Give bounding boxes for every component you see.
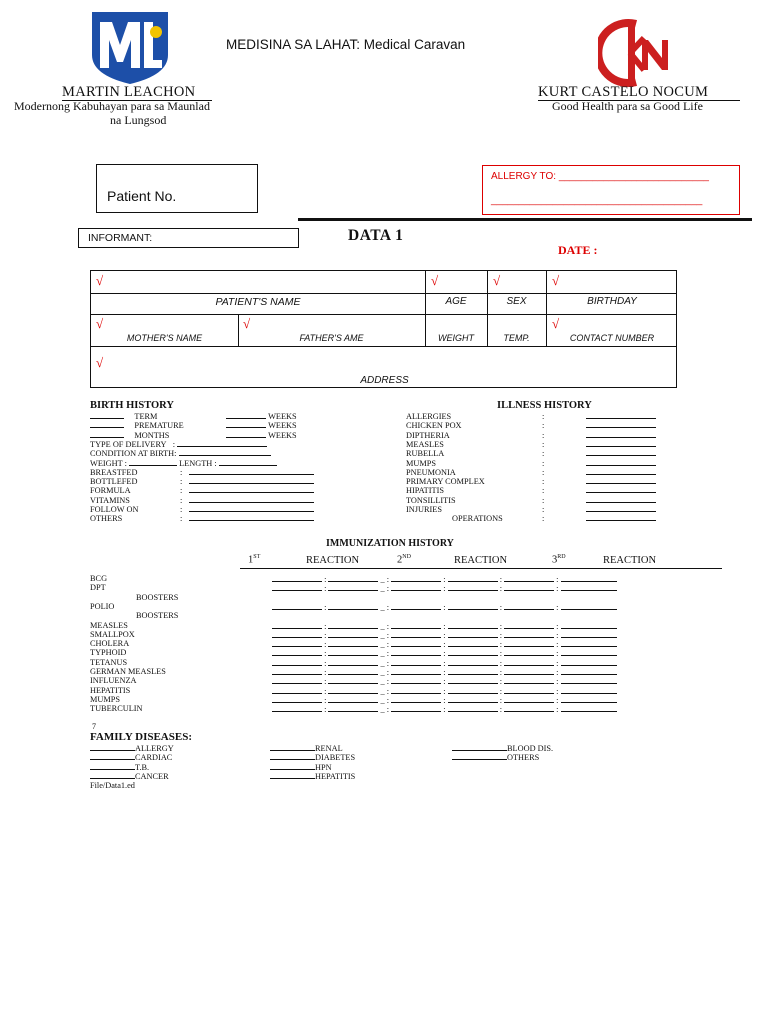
allergy-label: ALLERGY TO: ___________________________ <box>491 171 709 182</box>
breastfed-label: BREASTFED <box>90 467 138 477</box>
second-dose-sup: ND <box>402 554 411 560</box>
blank-line[interactable] <box>586 504 656 512</box>
blank-line[interactable] <box>90 771 135 779</box>
blank-line[interactable] <box>328 630 378 638</box>
check-contact: √ <box>552 316 560 331</box>
stray-mark: 7 <box>92 722 96 731</box>
patients-name-label: PATIENT'S NAME <box>215 296 301 308</box>
blank-line[interactable] <box>272 602 322 610</box>
separator: _ : <box>378 695 392 705</box>
vaccine-label: TYPHOID <box>90 648 127 658</box>
vaccine-label: GERMAN MEASLES <box>90 667 166 676</box>
blank-line[interactable] <box>391 574 441 582</box>
blank-line[interactable] <box>391 648 441 656</box>
check-birthday: √ <box>552 273 560 288</box>
fathers-name-label: FATHER'S AME <box>299 333 364 343</box>
term-label: TERM <box>134 412 158 421</box>
family-disease-label: CARDIAC <box>135 753 173 763</box>
illness-label: INJURIES <box>406 505 442 514</box>
blank-line[interactable] <box>391 695 441 703</box>
blank-line[interactable] <box>328 704 378 712</box>
separator: : <box>322 621 329 631</box>
blank-line[interactable] <box>561 658 617 666</box>
illness-history-list <box>406 411 666 531</box>
separator: : <box>322 686 329 696</box>
condition-at-birth-label: CONDITION AT BIRTH: <box>90 449 177 459</box>
blank-line[interactable] <box>328 621 378 629</box>
right-tagline: Good Health para sa Good Life <box>552 99 703 113</box>
separator: _ : <box>378 658 392 668</box>
separator: : <box>554 575 561 584</box>
formula-label: FORMULA <box>90 486 131 496</box>
blank-line[interactable] <box>272 667 322 675</box>
family-disease-label: CANCER <box>135 771 169 781</box>
birth-history-section: TERM PREMATURE MONTHS WEEKS WEEKS WEEKS TYPE OF DELIVERY : CONDITION AT BIRTH: WEIGHT : LENGTH : BREASTFED : BOTTLEFED : FORMULA : VITAMINS : FOLLOW ON : OTHERS : <box>90 411 330 531</box>
separator: : <box>441 621 448 631</box>
separator: : <box>441 677 448 687</box>
blank-line[interactable] <box>272 574 322 582</box>
separator: _ : <box>378 686 392 696</box>
separator: : <box>497 621 505 631</box>
separator: : <box>554 705 561 715</box>
blank-line[interactable] <box>504 676 554 684</box>
patient-no-label: Patient No. <box>107 188 177 204</box>
left-tagline-2: na Lungsod <box>110 113 167 127</box>
separator: : <box>322 695 329 705</box>
third-dose-sup: RD <box>557 554 566 560</box>
mothers-name-label: MOTHER'S NAME <box>126 333 203 343</box>
temp-label: TEMP. <box>503 333 530 343</box>
operations-label: OPERATIONS <box>452 514 503 524</box>
ml-logo <box>90 10 170 85</box>
blank-line[interactable] <box>328 648 378 656</box>
blank-line[interactable] <box>561 583 617 591</box>
family-disease-label: OTHERS <box>507 753 540 763</box>
blank-line[interactable] <box>272 686 322 694</box>
separator: : <box>554 621 561 631</box>
weight-label: WEIGHT <box>438 333 474 343</box>
colon: : <box>542 495 545 505</box>
vaccine-label: BOOSTERS <box>136 592 179 602</box>
blank-line[interactable] <box>586 448 656 456</box>
separator: _ : <box>378 621 392 631</box>
date-label: DATE : <box>558 243 598 257</box>
blank-line[interactable] <box>328 639 378 647</box>
blank-line[interactable] <box>90 762 135 770</box>
separator: : <box>322 584 329 594</box>
vaccine-label: SMALLPOX <box>90 629 135 639</box>
blank-line[interactable] <box>272 648 322 656</box>
blank-line[interactable] <box>391 676 441 684</box>
blank-line[interactable] <box>561 630 617 638</box>
patient-no-box[interactable] <box>96 164 258 213</box>
blank-line[interactable] <box>272 630 322 638</box>
blank-line[interactable] <box>586 495 656 503</box>
separator: : <box>497 677 505 687</box>
blank-line[interactable] <box>448 583 498 591</box>
blank-line[interactable] <box>272 704 322 712</box>
separator: : <box>441 658 448 668</box>
illness-label: DIPTHERIA <box>406 430 450 440</box>
separator: : <box>497 575 505 584</box>
separator: : <box>441 630 448 640</box>
family-diseases-section <box>90 743 590 783</box>
separator: _ : <box>378 584 392 594</box>
separator: : <box>441 705 448 715</box>
others-label: OTHERS <box>90 514 123 524</box>
family-disease-label: BLOOD DIS. <box>507 744 554 753</box>
separator: : <box>554 686 561 696</box>
reaction-label-3: REACTION <box>603 555 657 566</box>
ckn-logo <box>598 18 680 88</box>
blank-line[interactable] <box>328 695 378 703</box>
blank-line[interactable] <box>504 602 554 610</box>
immunization-heading: IMMUNIZATION HISTORY <box>326 538 454 549</box>
family-disease-label: HEPATITIS <box>315 771 356 781</box>
blank-line[interactable] <box>272 639 322 647</box>
colon: : <box>542 477 545 487</box>
birthday-label: BIRTHDAY <box>587 296 637 307</box>
blank-line[interactable] <box>391 602 441 610</box>
vaccine-label: HEPATITIS <box>90 685 131 695</box>
blank-line[interactable] <box>504 630 554 638</box>
blank-line[interactable] <box>391 667 441 675</box>
separator: _ : <box>378 575 392 584</box>
allergy-box[interactable] <box>482 165 740 215</box>
blank-line[interactable] <box>328 602 378 610</box>
blank-line[interactable] <box>90 743 135 751</box>
blank-line[interactable] <box>586 430 656 438</box>
weeks-label-2: WEEKS <box>268 421 297 431</box>
family-disease-label: T.B. <box>135 762 150 772</box>
type-of-delivery-label: TYPE OF DELIVERY <box>90 439 167 449</box>
blank-line[interactable] <box>586 458 656 466</box>
separator: : <box>497 630 505 640</box>
colon: : <box>542 514 545 524</box>
check-address: √ <box>96 355 104 370</box>
weight-birth-label: WEIGHT : <box>90 458 127 468</box>
separator: _ : <box>378 649 392 659</box>
blank-line[interactable] <box>448 676 498 684</box>
check-age: √ <box>431 273 439 288</box>
vaccine-label: MUMPS <box>90 694 120 704</box>
blank-line[interactable] <box>391 704 441 712</box>
blank-line[interactable] <box>272 658 322 666</box>
blank-line[interactable] <box>391 686 441 694</box>
separator: : <box>554 695 561 705</box>
illness-label: HIPATITIS <box>406 486 444 496</box>
blank-line[interactable] <box>270 762 315 770</box>
separator: : <box>441 575 448 584</box>
family-disease-row <box>452 752 539 762</box>
separator: : <box>441 686 448 696</box>
bottlefed-label: BOTTLEFED <box>90 477 138 487</box>
blank-line[interactable] <box>504 704 554 712</box>
illness-label: CHICKEN POX <box>406 421 462 431</box>
vaccine-label: BOOSTERS <box>136 611 179 621</box>
separator: : <box>441 602 448 612</box>
blank-line[interactable] <box>504 621 554 629</box>
separator: : <box>554 668 561 677</box>
reaction-label-1: REACTION <box>306 555 360 566</box>
separator: : <box>497 658 505 668</box>
left-tagline-1: Modernong Kabuhayan para sa Maunlad <box>14 99 210 113</box>
vaccine-label: MEASLES <box>90 620 128 630</box>
informant-label: INFORMANT: <box>88 232 153 244</box>
separator: : <box>497 695 505 705</box>
check-name: √ <box>96 273 104 288</box>
caravan-title: MEDISINA SA LAHAT: Medical Caravan <box>226 37 466 52</box>
separator: : <box>554 630 561 640</box>
blank-line[interactable] <box>448 686 498 694</box>
address-label: ADDRESS <box>360 375 409 386</box>
colon: : <box>542 449 545 459</box>
blank-line[interactable] <box>272 621 322 629</box>
illness-row <box>406 513 656 523</box>
blank-line[interactable] <box>448 648 498 656</box>
colon: : <box>542 421 545 431</box>
colon: : <box>542 430 545 440</box>
informant-box[interactable] <box>78 228 299 248</box>
blank-line[interactable] <box>448 658 498 666</box>
blank-line[interactable] <box>270 771 315 779</box>
blank-line[interactable] <box>328 676 378 684</box>
separator: _ : <box>378 630 392 640</box>
first-dose-label: 1 <box>248 554 254 566</box>
third-dose-label: 3 <box>552 554 558 566</box>
blank-line[interactable] <box>448 574 498 582</box>
family-disease-row <box>270 771 355 781</box>
blank-line[interactable] <box>272 676 322 684</box>
separator: : <box>497 649 505 659</box>
blank-line[interactable] <box>586 439 656 447</box>
vaccine-label: TUBERCULIN <box>90 704 143 714</box>
blank-line[interactable] <box>391 639 441 647</box>
illness-label: PNEUMONIA <box>406 467 456 477</box>
separator: : <box>441 649 448 659</box>
illness-label: PRIMARY COMPLEX <box>406 477 485 487</box>
blank-line[interactable] <box>586 411 656 419</box>
vitamins-label: VITAMINS <box>90 495 130 505</box>
colon: : <box>542 458 545 468</box>
blank-line[interactable] <box>448 667 498 675</box>
blank-line[interactable] <box>452 752 507 760</box>
vaccine-blanks <box>272 583 617 593</box>
blank-line[interactable] <box>561 639 617 647</box>
blank-line[interactable] <box>391 621 441 629</box>
blank-line[interactable] <box>504 667 554 675</box>
illness-history-heading: ILLNESS HISTORY <box>497 400 592 411</box>
check-sex: √ <box>493 273 501 288</box>
blank-line[interactable] <box>504 583 554 591</box>
blank-line[interactable] <box>561 621 617 629</box>
blank-line[interactable] <box>504 648 554 656</box>
length-label: LENGTH : <box>179 458 217 468</box>
separator: : <box>322 677 329 687</box>
file-reference: File/Data1.ed <box>90 781 135 790</box>
separator: : <box>322 630 329 640</box>
header-rule <box>298 218 752 221</box>
separator: : <box>322 705 329 715</box>
separator: : <box>497 668 505 677</box>
vaccine-label: POLIO <box>90 601 115 611</box>
blank-line[interactable] <box>561 602 617 610</box>
first-dose-sup: ST <box>253 554 261 560</box>
separator: : <box>322 640 329 650</box>
family-disease-row <box>90 771 169 781</box>
blank-line[interactable] <box>328 583 378 591</box>
separator: _ : <box>378 668 392 677</box>
illness-label: MEASLES <box>406 439 444 449</box>
blank-line[interactable] <box>561 686 617 694</box>
separator: _ : <box>378 602 392 612</box>
blank-line[interactable] <box>586 420 656 428</box>
separator: : <box>554 677 561 687</box>
separator: : <box>322 658 329 668</box>
blank-line[interactable] <box>452 743 507 751</box>
blank-line[interactable] <box>328 667 378 675</box>
weeks-label-3: WEEKS <box>268 430 297 440</box>
separator: : <box>441 640 448 650</box>
colon: : <box>542 439 545 449</box>
blank-line[interactable] <box>561 676 617 684</box>
blank-line[interactable] <box>272 583 322 591</box>
form-title: DATA 1 <box>348 227 404 244</box>
allergy-line-2: ______________________________________ <box>491 195 703 206</box>
blank-line[interactable] <box>90 752 135 760</box>
separator: : <box>322 668 329 677</box>
colon: : <box>542 486 545 496</box>
separator: : <box>322 575 329 584</box>
blank-line[interactable] <box>504 574 554 582</box>
blank-line[interactable] <box>270 743 315 751</box>
family-diseases-heading: FAMILY DISEASES: <box>90 731 192 743</box>
separator: : <box>441 668 448 677</box>
vaccine-label: TETANUS <box>90 657 128 667</box>
blank-line[interactable] <box>272 695 322 703</box>
separator: : <box>441 584 448 594</box>
right-org-name: KURT CASTELO NOCUM <box>538 84 709 100</box>
blank-line[interactable] <box>391 658 441 666</box>
colon: : <box>542 412 545 421</box>
vaccine-label: BCG <box>90 574 108 583</box>
blank-line[interactable] <box>561 648 617 656</box>
left-org-name: MARTIN LEACHON <box>62 84 196 100</box>
blank-line[interactable] <box>586 467 656 475</box>
blank-line[interactable] <box>391 630 441 638</box>
blank-line[interactable] <box>586 476 656 484</box>
separator: : <box>554 602 561 612</box>
blank-line[interactable] <box>328 574 378 582</box>
blank-line[interactable] <box>328 658 378 666</box>
blank-line[interactable] <box>391 583 441 591</box>
months-label: MONTHS <box>134 430 170 440</box>
illness-label: MUMPS <box>406 458 436 468</box>
family-disease-label: ALLERGY <box>135 744 174 753</box>
weeks-label-1: WEEKS <box>268 412 297 421</box>
separator: _ : <box>378 640 392 650</box>
separator: : <box>554 658 561 668</box>
vaccine-label: INFLUENZA <box>90 676 137 686</box>
blank-line[interactable] <box>448 704 498 712</box>
immunization-header-row <box>240 554 724 570</box>
separator: : <box>497 640 505 650</box>
family-disease-label: HPN <box>315 762 332 772</box>
blank-line[interactable] <box>504 695 554 703</box>
separator: : <box>497 602 505 612</box>
blank-line[interactable] <box>561 574 617 582</box>
check-mother: √ <box>96 316 104 331</box>
vaccine-label: DPT <box>90 583 106 593</box>
separator: : <box>322 649 329 659</box>
second-dose-label: 2 <box>397 554 403 566</box>
vaccine-label: CHOLERA <box>90 639 130 649</box>
vaccine-blanks <box>272 704 617 714</box>
blank-line[interactable] <box>448 602 498 610</box>
colon: : <box>542 467 545 477</box>
blank-line[interactable] <box>586 485 656 493</box>
family-disease-label: DIABETES <box>315 753 356 763</box>
separator: _ : <box>378 705 392 715</box>
age-label: AGE <box>445 296 467 307</box>
illness-label: ALLERGIES <box>406 412 452 421</box>
blank-line[interactable] <box>561 704 617 712</box>
family-disease-label: RENAL <box>315 744 343 753</box>
blank-line[interactable] <box>270 752 315 760</box>
separator: : <box>322 602 329 612</box>
blank-line[interactable] <box>448 695 498 703</box>
reaction-label-2: REACTION <box>454 555 508 566</box>
blank-line[interactable] <box>561 695 617 703</box>
follow-on-label: FOLLOW ON <box>90 505 139 514</box>
immunization-table <box>90 574 670 716</box>
contact-number-label: CONTACT NUMBER <box>569 333 655 343</box>
blank-line[interactable] <box>504 686 554 694</box>
vaccine-blanks <box>272 602 617 612</box>
blank-line[interactable] <box>448 630 498 638</box>
separator: _ : <box>378 677 392 687</box>
blank-line[interactable] <box>504 639 554 647</box>
separator: : <box>554 584 561 594</box>
separator: : <box>554 649 561 659</box>
premature-label: PREMATURE <box>134 421 184 431</box>
separator: : <box>497 686 505 696</box>
blank-line[interactable] <box>586 513 656 521</box>
sex-label: SEX <box>506 296 527 307</box>
blank-line[interactable] <box>561 667 617 675</box>
illness-label: TONSILLITIS <box>406 495 456 505</box>
colon: : <box>542 505 545 514</box>
separator: : <box>497 705 505 715</box>
separator: : <box>554 640 561 650</box>
blank-line[interactable] <box>448 639 498 647</box>
blank-line[interactable] <box>504 658 554 666</box>
patient-info-table <box>90 270 677 388</box>
birth-history-heading: BIRTH HISTORY <box>90 400 174 411</box>
blank-line[interactable] <box>448 621 498 629</box>
separator: : <box>441 695 448 705</box>
separator: : <box>497 584 505 594</box>
check-father: √ <box>243 316 251 331</box>
illness-label: RUBELLA <box>406 449 445 459</box>
blank-line[interactable] <box>328 686 378 694</box>
